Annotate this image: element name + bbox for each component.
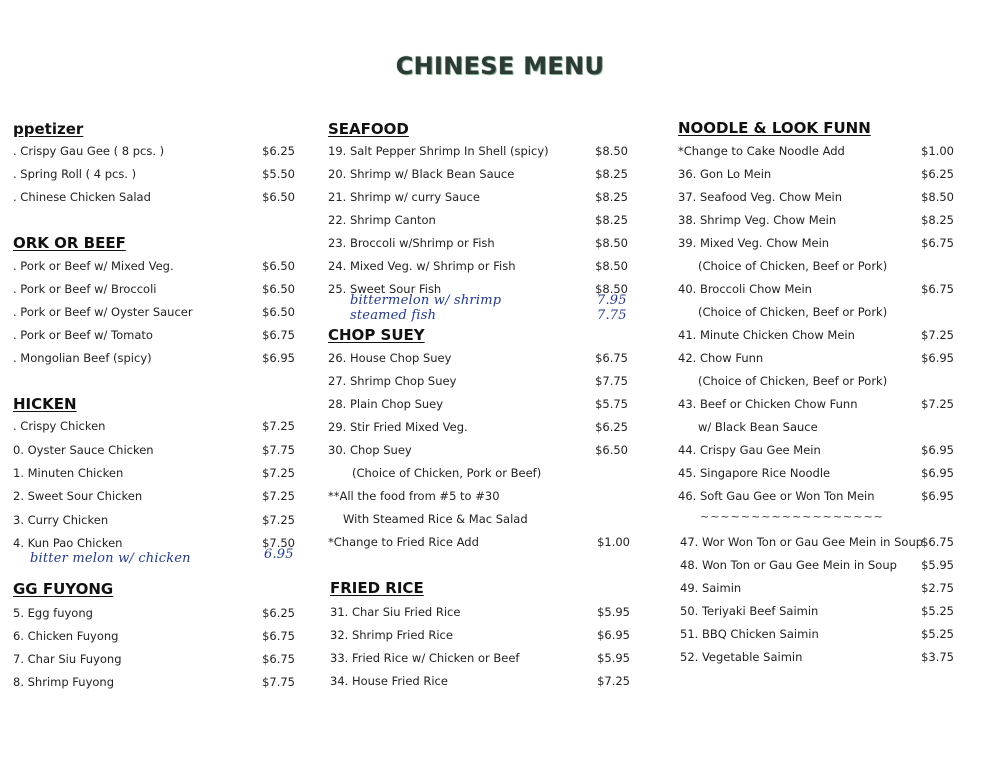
menu-item-name: . Mongolian Beef (spicy) (13, 351, 152, 365)
footnote: With Steamed Rice & Mac Salad (343, 512, 528, 526)
section-header-fried-rice: FRIED RICE (330, 579, 424, 597)
menu-item-price: $6.75 (595, 351, 628, 365)
change-note-price: $1.00 (597, 535, 630, 549)
menu-item-name: . Crispy Chicken (13, 419, 106, 433)
menu-item-price: $8.25 (595, 213, 628, 227)
choice-note: w/ Black Bean Sauce (698, 420, 818, 434)
menu-item-name: 2. Sweet Sour Chicken (13, 489, 143, 503)
footnote: **All the food from #5 to #30 (328, 489, 500, 503)
handwritten-item-price: 7.95 (597, 293, 627, 308)
menu-item-name: 20. Shrimp w/ Black Bean Sauce (328, 167, 515, 181)
menu-item-price: $6.50 (262, 282, 295, 296)
menu-item-price: $7.25 (921, 397, 954, 411)
menu-item-price: $6.75 (921, 236, 954, 250)
menu-item-price: $6.50 (262, 305, 295, 319)
menu-item-price: $6.75 (921, 282, 954, 296)
menu-item-name: 40. Broccoli Chow Mein (678, 282, 812, 296)
choice-note: (Choice of Chicken, Beef or Pork) (698, 374, 888, 388)
menu-item-price: $3.75 (921, 650, 954, 664)
menu-item-name: 50. Teriyaki Beef Saimin (680, 604, 819, 618)
section-header-chicken: HICKEN (13, 395, 77, 413)
menu-item-name: 25. Sweet Sour Fish (328, 282, 442, 296)
menu-item-name: 28. Plain Chop Suey (328, 397, 444, 411)
menu-item-name: . Pork or Beef w/ Broccoli (13, 282, 157, 296)
handwritten-item-name: steamed fish (350, 308, 437, 323)
handwritten-item-price: 7.75 (597, 308, 627, 323)
menu-item-name: 52. Vegetable Saimin (680, 650, 803, 664)
menu-item-name: 39. Mixed Veg. Chow Mein (678, 236, 830, 250)
menu-item-price: $8.50 (921, 190, 954, 204)
menu-item-name: 8. Shrimp Fuyong (13, 675, 115, 689)
menu-item-price: $6.50 (262, 190, 295, 204)
change-note: *Change to Fried Rice Add (328, 535, 479, 549)
menu-item-price: $7.75 (595, 374, 628, 388)
choice-note: (Choice of Chicken, Beef or Pork) (698, 259, 888, 273)
menu-item-price: $8.25 (595, 190, 628, 204)
menu-item-price: $8.50 (595, 144, 628, 158)
menu-item-name: 32. Shrimp Fried Rice (330, 628, 453, 642)
divider: ~~~~~~~~~~~~~~~~~~ (700, 510, 884, 523)
menu-item-name: 4. Kun Pao Chicken (13, 536, 123, 550)
menu-item-price: $5.50 (262, 167, 295, 181)
menu-item-name: 26. House Chop Suey (328, 351, 452, 365)
menu-item-price: $6.95 (921, 351, 954, 365)
menu-item-name: 47. Wor Won Ton or Gau Gee Mein in Soup (680, 535, 924, 549)
menu-item-name: 29. Stir Fried Mixed Veg. (328, 420, 468, 434)
menu-item-name: *Change to Cake Noodle Add (678, 144, 845, 158)
menu-item-price: $5.25 (921, 604, 954, 618)
menu-item-name: 22. Shrimp Canton (328, 213, 436, 227)
section-header-appetizer: ppetizer (13, 120, 84, 138)
menu-item-price: $6.25 (595, 420, 628, 434)
menu-item-price: $7.25 (262, 489, 295, 503)
choice-note: (Choice of Chicken, Beef or Pork) (698, 305, 888, 319)
menu-item-price: $5.75 (595, 397, 628, 411)
menu-item-price: $6.75 (262, 629, 295, 643)
menu-item-name: 21. Shrimp w/ curry Sauce (328, 190, 480, 204)
menu-item-price: $6.25 (921, 167, 954, 181)
menu-item-name: 49. Saimin (680, 581, 742, 595)
menu-item-name: 19. Salt Pepper Shrimp In Shell (spicy) (328, 144, 549, 158)
menu-item-name: . Pork or Beef w/ Mixed Veg. (13, 259, 174, 273)
menu-item-name: 5. Egg fuyong (13, 606, 93, 620)
menu-item-price: $5.95 (921, 558, 954, 572)
menu-item-price: $7.50 (262, 536, 295, 550)
handwritten-item-name: bitter melon w/ chicken (30, 551, 191, 566)
menu-item-name: 45. Singapore Rice Noodle (678, 466, 831, 480)
section-header-pork-beef: ORK OR BEEF (13, 234, 126, 252)
menu-item-name: 6. Chicken Fuyong (13, 629, 119, 643)
menu-item-name: 30. Chop Suey (328, 443, 412, 457)
menu-item-price: $6.25 (262, 144, 295, 158)
menu-item-price: $6.75 (262, 652, 295, 666)
menu-item-price: $6.75 (921, 535, 954, 549)
menu-item-name: 51. BBQ Chicken Saimin (680, 627, 819, 641)
menu-item-price: $5.95 (597, 605, 630, 619)
menu-item-name: . Spring Roll ( 4 pcs. ) (13, 167, 137, 181)
menu-item-name: 37. Seafood Veg. Chow Mein (678, 190, 842, 204)
menu-item-name: 41. Minute Chicken Chow Mein (678, 328, 855, 342)
menu-item-price: $8.25 (921, 213, 954, 227)
menu-item-name: 1. Minuten Chicken (13, 466, 124, 480)
menu-item-price: $7.75 (262, 675, 295, 689)
handwritten-item-name: bittermelon w/ shrimp (350, 293, 502, 308)
menu-item-name: 0. Oyster Sauce Chicken (13, 443, 154, 457)
menu-item-name: 3. Curry Chicken (13, 513, 109, 527)
menu-item-price: $7.25 (597, 674, 630, 688)
menu-item-price: $1.00 (921, 144, 954, 158)
menu-item-price: $6.95 (921, 443, 954, 457)
menu-item-price: $8.50 (595, 282, 628, 296)
section-header-seafood: SEAFOOD (328, 120, 409, 138)
menu-item-price: $6.50 (262, 259, 295, 273)
menu-item-price: $8.25 (595, 167, 628, 181)
menu-item-price: $6.50 (595, 443, 628, 457)
menu-item-price: $7.25 (262, 513, 295, 527)
menu-item-name: 42. Chow Funn (678, 351, 764, 365)
menu-item-price: $6.95 (597, 628, 630, 642)
menu-item-name: 43. Beef or Chicken Chow Funn (678, 397, 858, 411)
menu-item-price: $2.75 (921, 581, 954, 595)
menu-item-price: $5.95 (597, 651, 630, 665)
menu-item-name: 48. Won Ton or Gau Gee Mein in Soup (680, 558, 897, 572)
handwritten-item-price: 6.95 (264, 547, 294, 562)
menu-item-name: 46. Soft Gau Gee or Won Ton Mein (678, 489, 875, 503)
menu-item-name: 7. Char Siu Fuyong (13, 652, 122, 666)
menu-title: CHINESE MENU (395, 52, 605, 80)
menu-item-name: . Pork or Beef w/ Oyster Saucer (13, 305, 193, 319)
menu-item-price: $7.25 (262, 466, 295, 480)
section-header-chop-suey: CHOP SUEY (328, 326, 425, 344)
menu-item-price: $6.75 (262, 328, 295, 342)
menu-item-name: 31. Char Siu Fried Rice (330, 605, 461, 619)
menu-item-price: $6.95 (262, 351, 295, 365)
menu-item-name: 44. Crispy Gau Gee Mein (678, 443, 821, 457)
menu-item-name: . Crispy Gau Gee ( 8 pcs. ) (13, 144, 165, 158)
menu-item-price: $6.95 (921, 466, 954, 480)
menu-item-name: . Pork or Beef w/ Tomato (13, 328, 153, 342)
menu-item-name: 34. House Fried Rice (330, 674, 448, 688)
section-header-egg-fuyong: GG FUYONG (13, 580, 114, 598)
menu-item-price: $5.25 (921, 627, 954, 641)
menu-item-name: . Chinese Chicken Salad (13, 190, 151, 204)
menu-item-price: $7.25 (921, 328, 954, 342)
menu-item-price: $8.50 (595, 236, 628, 250)
menu-item-name: 27. Shrimp Chop Suey (328, 374, 457, 388)
menu-item-name: 38. Shrimp Veg. Chow Mein (678, 213, 837, 227)
section-header-noodle: NOODLE & LOOK FUNN (678, 119, 871, 137)
menu-item-price: $8.50 (595, 259, 628, 273)
menu-item-name: 36. Gon Lo Mein (678, 167, 772, 181)
menu-item-name: 23. Broccoli w/Shrimp or Fish (328, 236, 495, 250)
menu-item-price: $6.95 (921, 489, 954, 503)
menu-item-price: $7.25 (262, 419, 295, 433)
choice-note: (Choice of Chicken, Pork or Beef) (352, 466, 542, 480)
menu-item-name: 33. Fried Rice w/ Chicken or Beef (330, 651, 520, 665)
menu-item-name: 24. Mixed Veg. w/ Shrimp or Fish (328, 259, 516, 273)
menu-item-price: $7.75 (262, 443, 295, 457)
menu-item-price: $6.25 (262, 606, 295, 620)
